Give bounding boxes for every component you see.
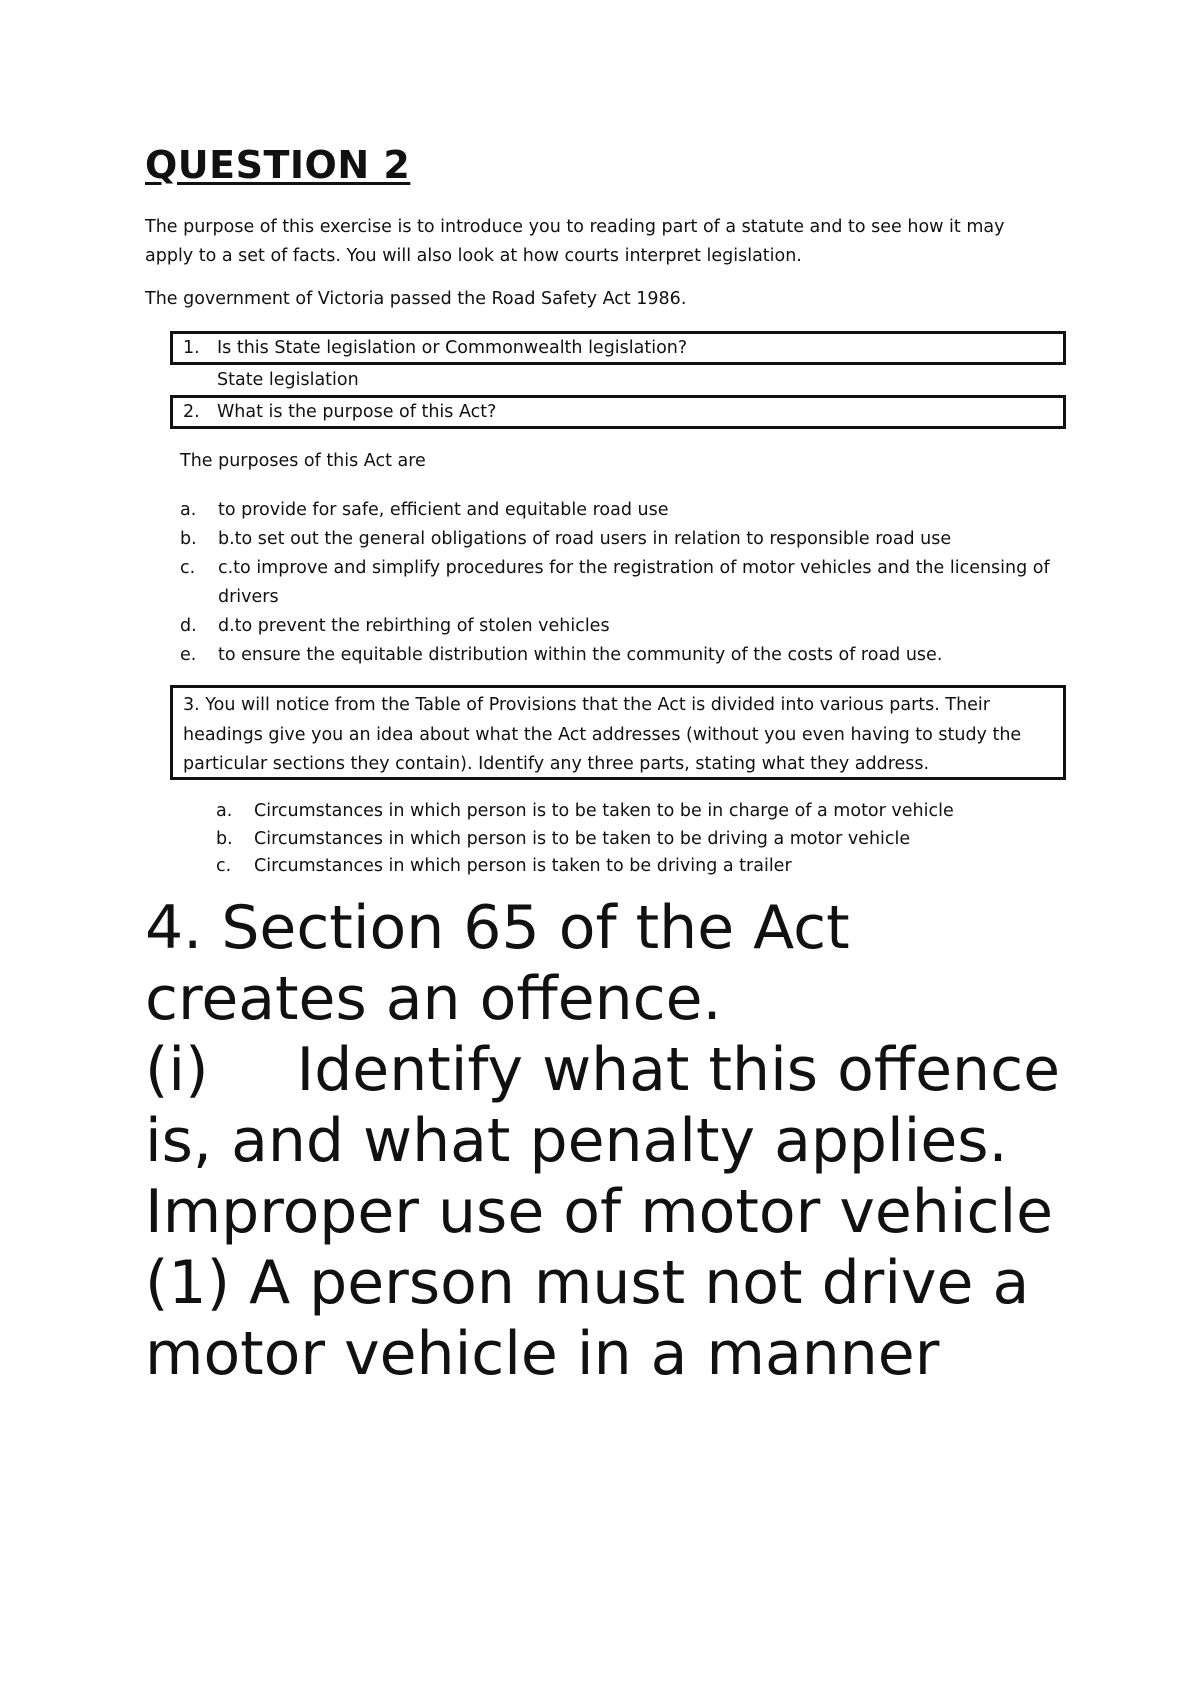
question-1-box <box>170 331 1066 365</box>
list-item <box>180 554 1070 612</box>
question-1-answer: State legislation <box>217 370 359 390</box>
subquestion-marker: (i) <box>145 1035 209 1105</box>
intro-paragraph: The purpose of this exercise is to introduce you to reading part of a statute and to see how it may apply to a set of facts. You will also look at how courts interpret legislation. <box>145 217 1005 266</box>
list-marker: c. <box>216 856 232 876</box>
page-title: QUESTION 2 <box>145 143 411 187</box>
list-item <box>216 798 1066 826</box>
list-item-text: to provide for safe, efficient and equitable road use <box>218 500 669 520</box>
answer-text: (1) A person must not drive a motor vehicle in a manner <box>145 1248 1030 1389</box>
question-4-heading: 4. Section 65 of the Act creates an offence. <box>145 893 850 1034</box>
list-marker: b. <box>216 828 233 849</box>
question-3-text: 3. You will notice from the Table of Provisions that the Act is divided into various parts. Their headings give you an idea about what the Act addresses (without you even having to study the particular sections they contain). Identify any three parts, stating what they address. <box>183 695 1022 774</box>
list-item-text: b.to set out the general obligations of road users in relation to responsible road use <box>218 529 952 549</box>
question-1-number: 1. <box>183 338 200 358</box>
list-marker: e. <box>180 645 197 665</box>
list-item-text: d.to prevent the rebirthing of stolen vehicles <box>218 616 610 636</box>
list-item-text: Circumstances in which person is taken to be driving a trailer <box>254 856 792 876</box>
question-1-text: Is this State legislation or Commonwealth legislation? <box>217 338 688 358</box>
list-item <box>216 826 1066 854</box>
question-2-number: 2. <box>183 402 200 422</box>
list-marker: d. <box>180 616 197 636</box>
list-item-text: to ensure the equitable distribution within the community of the costs of road use. <box>218 645 943 665</box>
list-item <box>180 525 1070 554</box>
list-marker: a. <box>180 500 197 520</box>
purposes-list <box>180 496 1070 670</box>
list-item-text: Circumstances in which person is to be taken to be driving a motor vehicle <box>254 828 911 849</box>
list-item-text: c.to improve and simplify procedures for the registration of motor vehicles and the licensing of drivers <box>218 558 1050 607</box>
question-2-text: What is the purpose of this Act? <box>217 402 497 422</box>
list-marker: b. <box>180 529 197 549</box>
list-marker: a. <box>216 801 233 821</box>
parts-list <box>216 798 1066 881</box>
list-item <box>216 853 1066 881</box>
question-2-box <box>170 395 1066 429</box>
question-4-section <box>145 893 1085 1390</box>
list-marker: c. <box>180 558 196 578</box>
list-item <box>180 496 1070 525</box>
question-4-subquestion <box>145 1035 1085 1177</box>
government-line: The government of Victoria passed the Road Safety Act 1986. <box>145 289 687 309</box>
list-item-text: Circumstances in which person is to be taken to be in charge of a motor vehicle <box>254 801 954 821</box>
subquestion-text: Identify what this offence is, and what penalty applies. <box>145 1035 1060 1176</box>
list-item <box>180 612 1070 641</box>
question-3-box <box>170 685 1066 780</box>
purposes-intro: The purposes of this Act are <box>180 451 426 471</box>
answer-title: Improper use of motor vehicle <box>145 1177 1054 1247</box>
list-item <box>180 641 1070 670</box>
